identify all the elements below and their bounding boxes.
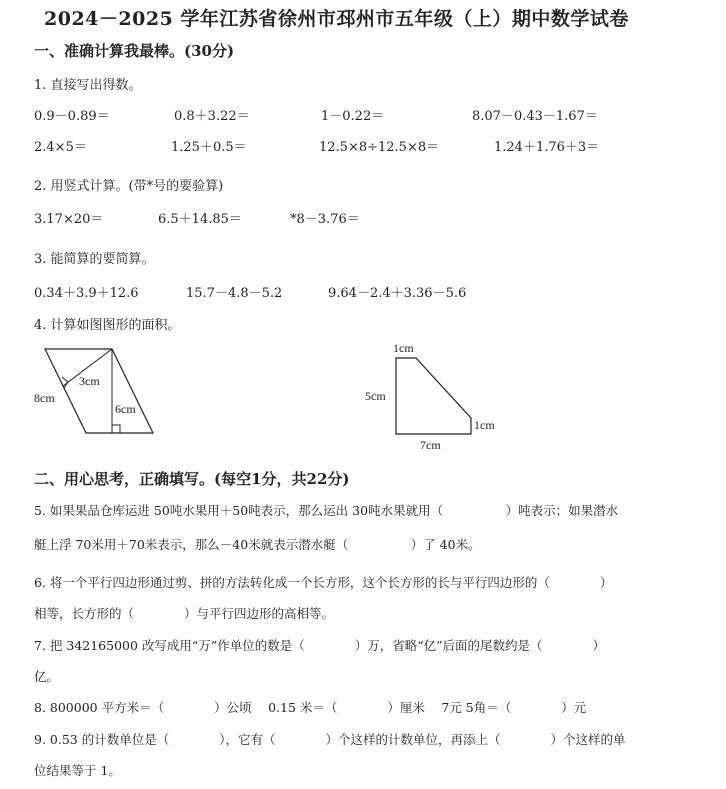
q1-item: 1－0.22＝ [321,109,385,124]
section2-heading: 二、用心思考，正确填写。(每空1分，共22分) [34,470,350,488]
trapezoid-left-label: 5cm [365,389,386,403]
q1-item: 0.9－0.89＝ [34,109,110,124]
q1-label: 1. 直接写出得数。 [34,78,142,93]
q7-line: 亿。 [34,669,60,684]
trapezoid-figure [390,352,480,442]
q1-item: 8.07－0.43－1.67＝ [472,109,598,124]
parallelogram-height-label: 6cm [115,402,136,416]
q5-line: 艇上浮 70米用＋70米表示，那么－40米就表示潜水艇（ ）了 40米。 [34,537,481,552]
q3-item: 0.34＋3.9＋12.6 [34,286,139,301]
page-title: 2024－2025 学年江苏省徐州市邳州市五年级（上）期中数学试卷 [44,8,629,30]
section1-heading: 一、准确计算我最棒。(30分) [34,42,235,60]
q2-item: 3.17×20＝ [34,212,104,227]
q9-line: 位结果等于 1。 [34,763,121,778]
q1-item: 0.8＋3.22＝ [174,109,250,124]
q6-line: 相等，长方形的（ ）与平行四边形的高相等。 [34,606,335,621]
q9-line: 9. 0.53 的计数单位是（ ），它有（ ）个这样的计数单位，再添上（ ）个这样的单 [34,732,626,747]
q1-item: 1.25＋0.5＝ [171,140,247,155]
q2-label: 2. 用竖式计算。(带*号的要验算) [34,179,224,194]
q1-item: 12.5×8÷12.5×8＝ [319,140,440,155]
q3-item: 9.64－2.4＋3.36－5.6 [328,286,467,301]
q6-line: 6. 将一个平行四边形通过剪、拼的方法转化成一个长方形，这个长方形的长与平行四边形的（ ） [34,575,613,590]
parallelogram-side-label: 8cm [34,391,55,405]
q2-item: 6.5＋14.85＝ [158,212,242,227]
parallelogram-perp-label: 3cm [79,374,100,388]
trapezoid-top-label: 1cm [393,341,414,355]
q5-line: 5. 如果果品仓库运进 50吨水果用＋50吨表示，那么运出 30吨水果就用（ ）吨表示；如果潜水 [34,503,619,518]
parallelogram-figure [40,345,170,440]
q8-line: 8. 800000 平方米＝（ ）公顷 0.15 米＝（ ）厘米 7元 5角＝（ ）元 [34,700,587,715]
q4-label: 4. 计算如图图形的面积。 [34,318,181,333]
q7-line: 7. 把 342165000 改写成用“万”作单位的数是（ ）万，省略“亿”后面的尾数约是（ ） [34,638,605,653]
q1-item: 1.24＋1.76＋3＝ [494,140,600,155]
q2-item: *8－3.76＝ [290,212,360,227]
q1-item: 2.4×5＝ [34,140,87,155]
trapezoid-bottom-label: 7cm [420,438,441,452]
q3-item: 15.7－4.8－5.2 [186,286,283,301]
trapezoid-right-label: 1cm [474,418,495,432]
q3-label: 3. 能简算的要简算。 [34,252,155,267]
